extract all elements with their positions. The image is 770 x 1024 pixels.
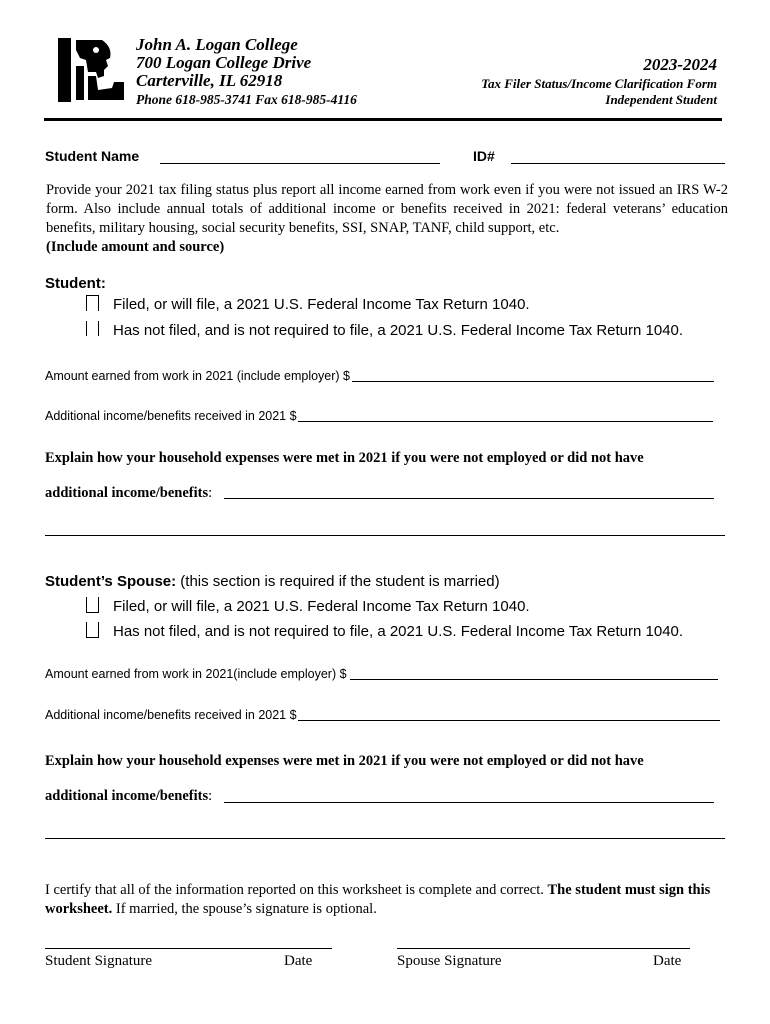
spouse-amount-earned-field[interactable] [350, 679, 718, 680]
student-explain-label-2: additional income/benefits: [45, 485, 213, 501]
student-date-label: Date [284, 953, 313, 969]
instructions-text: Provide your 2021 tax filing status plus report all income earned from work even if you were not issued an IRS W-2 form. Also include annual totals of additional income or benefits received in 2021: federal veterans’ education benefits, military housing, social security benefits, SSI, SNAP, TANF, child support, etc. [46, 182, 728, 236]
spouse-additional-income-field[interactable] [298, 720, 720, 721]
logo-icon [58, 36, 126, 104]
spouse-explain-label-2: additional income/benefits: [45, 788, 213, 804]
student-signature-line[interactable] [45, 948, 332, 949]
student-id-field[interactable] [511, 163, 725, 164]
form-subtitle: Independent Student [605, 91, 717, 107]
spouse-additional-income-label: Additional income/benefits received in 2021 $ [45, 708, 297, 722]
address-line-1: 700 Logan College Drive [136, 53, 312, 72]
form-title: Tax Filer Status/Income Clarification Form [481, 76, 717, 91]
id-label: ID# [473, 148, 495, 164]
student-filed-checkbox[interactable] [86, 295, 99, 311]
award-year: 2023-2024 [643, 55, 717, 74]
spouse-not-filed-checkbox[interactable] [86, 622, 99, 638]
student-name-field[interactable] [160, 163, 440, 164]
student-name-label: Student Name [45, 148, 140, 164]
spouse-filed-option: Filed, or will file, a 2021 U.S. Federal Income Tax Return 1040. [113, 598, 530, 615]
college-name: John A. Logan College [136, 35, 298, 54]
student-explain-label: Explain how your household expenses were met in 2021 if you were not employed or did not have [45, 450, 644, 466]
student-additional-income-field[interactable] [298, 421, 713, 422]
student-explain-field[interactable] [224, 498, 714, 499]
spouse-section-title: Student’s Spouse: (this section is required if the student is married) [45, 573, 500, 590]
spouse-date-label: Date [653, 953, 682, 969]
student-not-filed-checkbox[interactable] [86, 321, 99, 336]
spouse-explain-field[interactable] [224, 802, 714, 803]
address-line-2: Carterville, IL 62918 [136, 71, 283, 90]
student-signature-label: Student Signature [45, 953, 153, 969]
college-logo [58, 36, 126, 104]
student-not-filed-option: Has not filed, and is not required to file, a 2021 U.S. Federal Income Tax Return 1040. [113, 322, 684, 339]
instructions-emphasis: (Include amount and source) [46, 239, 225, 255]
student-amount-earned-field[interactable] [352, 381, 714, 382]
form-header [481, 54, 717, 107]
spouse-explain-label: Explain how your household expenses were met in 2021 if you were not employed or did not have [45, 753, 644, 769]
spouse-filed-checkbox[interactable] [86, 597, 99, 613]
spouse-amount-earned-label: Amount earned from work in 2021(include employer) $ [45, 667, 347, 681]
student-amount-earned-label: Amount earned from work in 2021 (include employer) $ [45, 369, 351, 383]
certification-text: I certify that all of the information reported on this worksheet is complete and correct. The student must sign this worksheet. If married, the spouse’s signature is optional. [45, 882, 711, 917]
header-divider [44, 118, 722, 121]
instructions [46, 181, 728, 257]
spouse-not-filed-option: Has not filed, and is not required to file, a 2021 U.S. Federal Income Tax Return 1040. [113, 623, 684, 640]
spouse-signature-line[interactable] [397, 948, 690, 949]
student-section-title: Student: [45, 275, 106, 292]
student-explain-field-2[interactable] [45, 535, 725, 536]
college-header [136, 36, 357, 109]
phone-fax: Phone 618-985-3741 Fax 618-985-4116 [136, 92, 357, 107]
student-additional-income-label: Additional income/benefits received in 2021 $ [45, 409, 297, 423]
spouse-explain-field-2[interactable] [45, 838, 725, 839]
student-filed-option: Filed, or will file, a 2021 U.S. Federal Income Tax Return 1040. [113, 296, 530, 313]
spouse-signature-label: Spouse Signature [397, 953, 502, 969]
